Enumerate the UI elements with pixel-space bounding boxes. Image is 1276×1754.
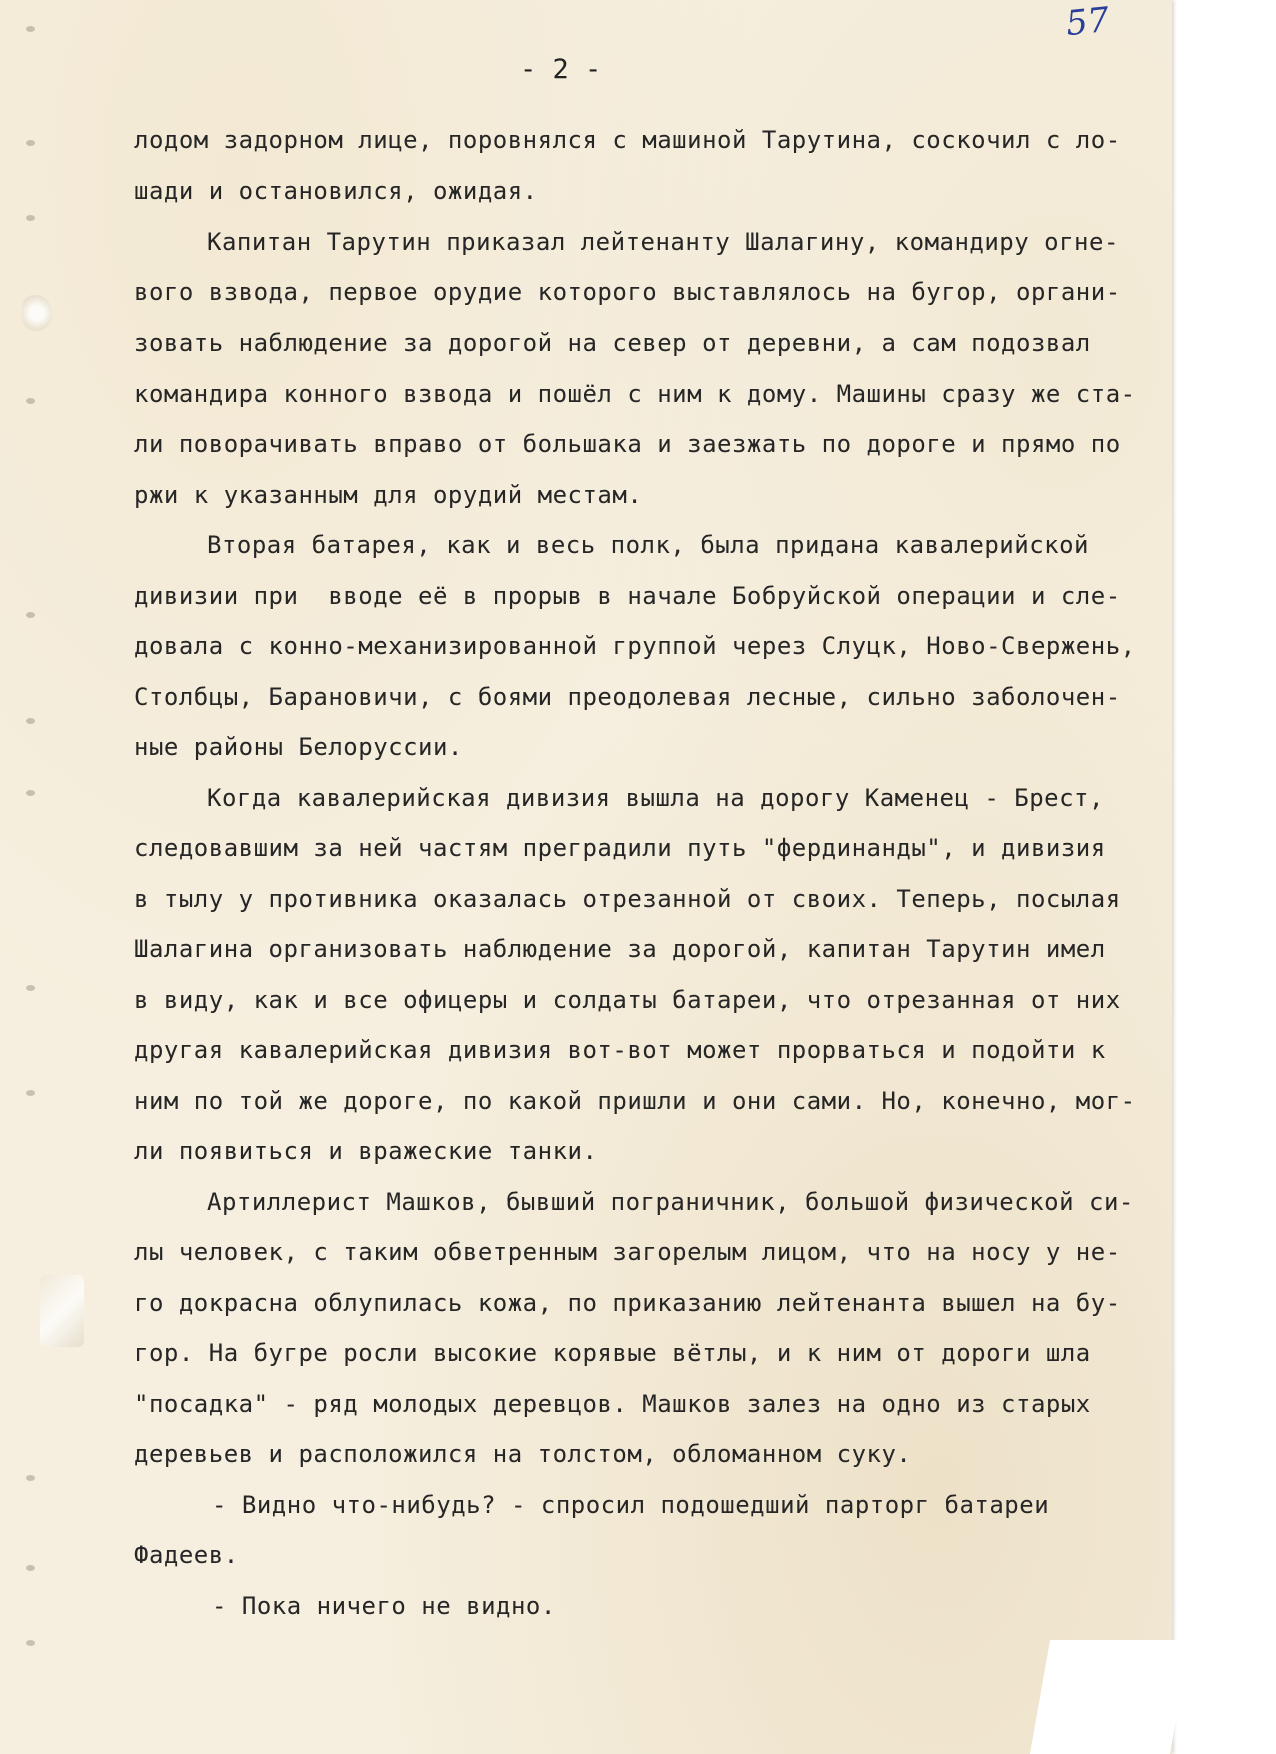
binding-hole-mark <box>26 1640 35 1646</box>
binding-hole-mark <box>26 1090 35 1096</box>
text-line: следовавшим за ней частям преградили путь "фердинанды", и дивизия <box>134 834 1106 862</box>
binding-hole-mark <box>26 612 35 618</box>
text-line: - Пока ничего не видно. <box>212 1592 556 1620</box>
text-line: ржи к указанным для орудий местам. <box>134 481 643 509</box>
text-line: Фадеев. <box>134 1541 239 1569</box>
binding-hole-mark <box>26 790 35 796</box>
text-line: ли поворачивать вправо от большака и заезжать по дороге и прямо по <box>134 430 1121 458</box>
text-line: го докрасна облупилась кожа, по приказанию лейтенанта вышел на бу- <box>134 1289 1121 1317</box>
text-line: деревьев и расположился на толстом, обломанном суку. <box>134 1440 912 1468</box>
text-line: ные районы Белоруссии. <box>134 733 463 761</box>
text-line: командира конного взвода и пошёл с ним к дому. Машины сразу же ста- <box>134 380 1136 408</box>
binding-hole-mark <box>26 215 35 221</box>
text-line: Капитан Тарутин приказал лейтенанту Шалагину, командиру огне- <box>207 228 1119 256</box>
text-line: Артиллерист Машков, бывший пограничник, большой физической си- <box>207 1188 1134 1216</box>
text-line: ним по той же дороге, по какой пришли и они сами. Но, конечно, мог- <box>134 1087 1136 1115</box>
text-line: "посадка" - ряд молодых деревцов. Машков залез на одно из старых <box>134 1390 1091 1418</box>
paper-crease <box>40 1275 84 1347</box>
binding-hole-mark <box>26 1565 35 1571</box>
text-line: довала с конно-механизированной группой через Слуцк, Ново-Свержень, <box>134 632 1136 660</box>
binding-hole-mark <box>26 1475 35 1481</box>
text-line: - Видно что-нибудь? - спросил подошедший парторг батареи <box>212 1491 1050 1519</box>
binding-hole-mark <box>26 718 35 724</box>
binding-hole-mark <box>26 985 35 991</box>
text-line: в тылу у противника оказалась отрезанной от своих. Теперь, посылая <box>134 885 1121 913</box>
binding-hole-mark <box>26 398 35 404</box>
handwritten-folio-number: 57 <box>1064 0 1112 45</box>
text-line: вого взвода, первое орудие которого выставлялось на бугор, органи- <box>134 278 1121 306</box>
text-line: зовать наблюдение за дорогой на север от деревни, а сам подозвал <box>134 329 1091 357</box>
text-line: Шалагина организовать наблюдение за дорогой, капитан Тарутин имел <box>134 935 1106 963</box>
page-cut-corner <box>1030 1640 1190 1754</box>
text-line: в виду, как и все офицеры и солдаты батареи, что отрезанная от них <box>134 986 1121 1014</box>
text-line: Когда кавалерийская дивизия вышла на дорогу Каменец - Брест, <box>207 784 1104 812</box>
page-number: - 2 - <box>520 54 602 85</box>
text-line: Столбцы, Барановичи, с боями преодолевая лесные, сильно заболочен- <box>134 683 1121 711</box>
text-line: Вторая батарея, как и весь полк, была придана кавалерийской <box>207 531 1090 559</box>
text-line: лодом задорном лице, поровнялся с машиной Тарутина, соскочил с ло- <box>134 126 1121 154</box>
text-line: другая кавалерийская дивизия вот-вот может прорваться и подойти к <box>134 1036 1106 1064</box>
text-line: лы человек, с таким обветренным загорелым лицом, что на носу у не- <box>134 1238 1121 1266</box>
text-line: шади и остановился, ожидая. <box>134 177 538 205</box>
text-line: дивизии при вводе её в прорыв в начале Бобруйской операции и сле- <box>134 582 1121 610</box>
binding-hole-mark <box>26 140 35 146</box>
binding-tear-mark <box>22 295 52 331</box>
text-line: ли появиться и вражеские танки. <box>134 1137 598 1165</box>
text-line: гор. На бугре росли высокие корявые вётлы, и к ним от дороги шла <box>134 1339 1091 1367</box>
binding-hole-mark <box>26 26 35 32</box>
